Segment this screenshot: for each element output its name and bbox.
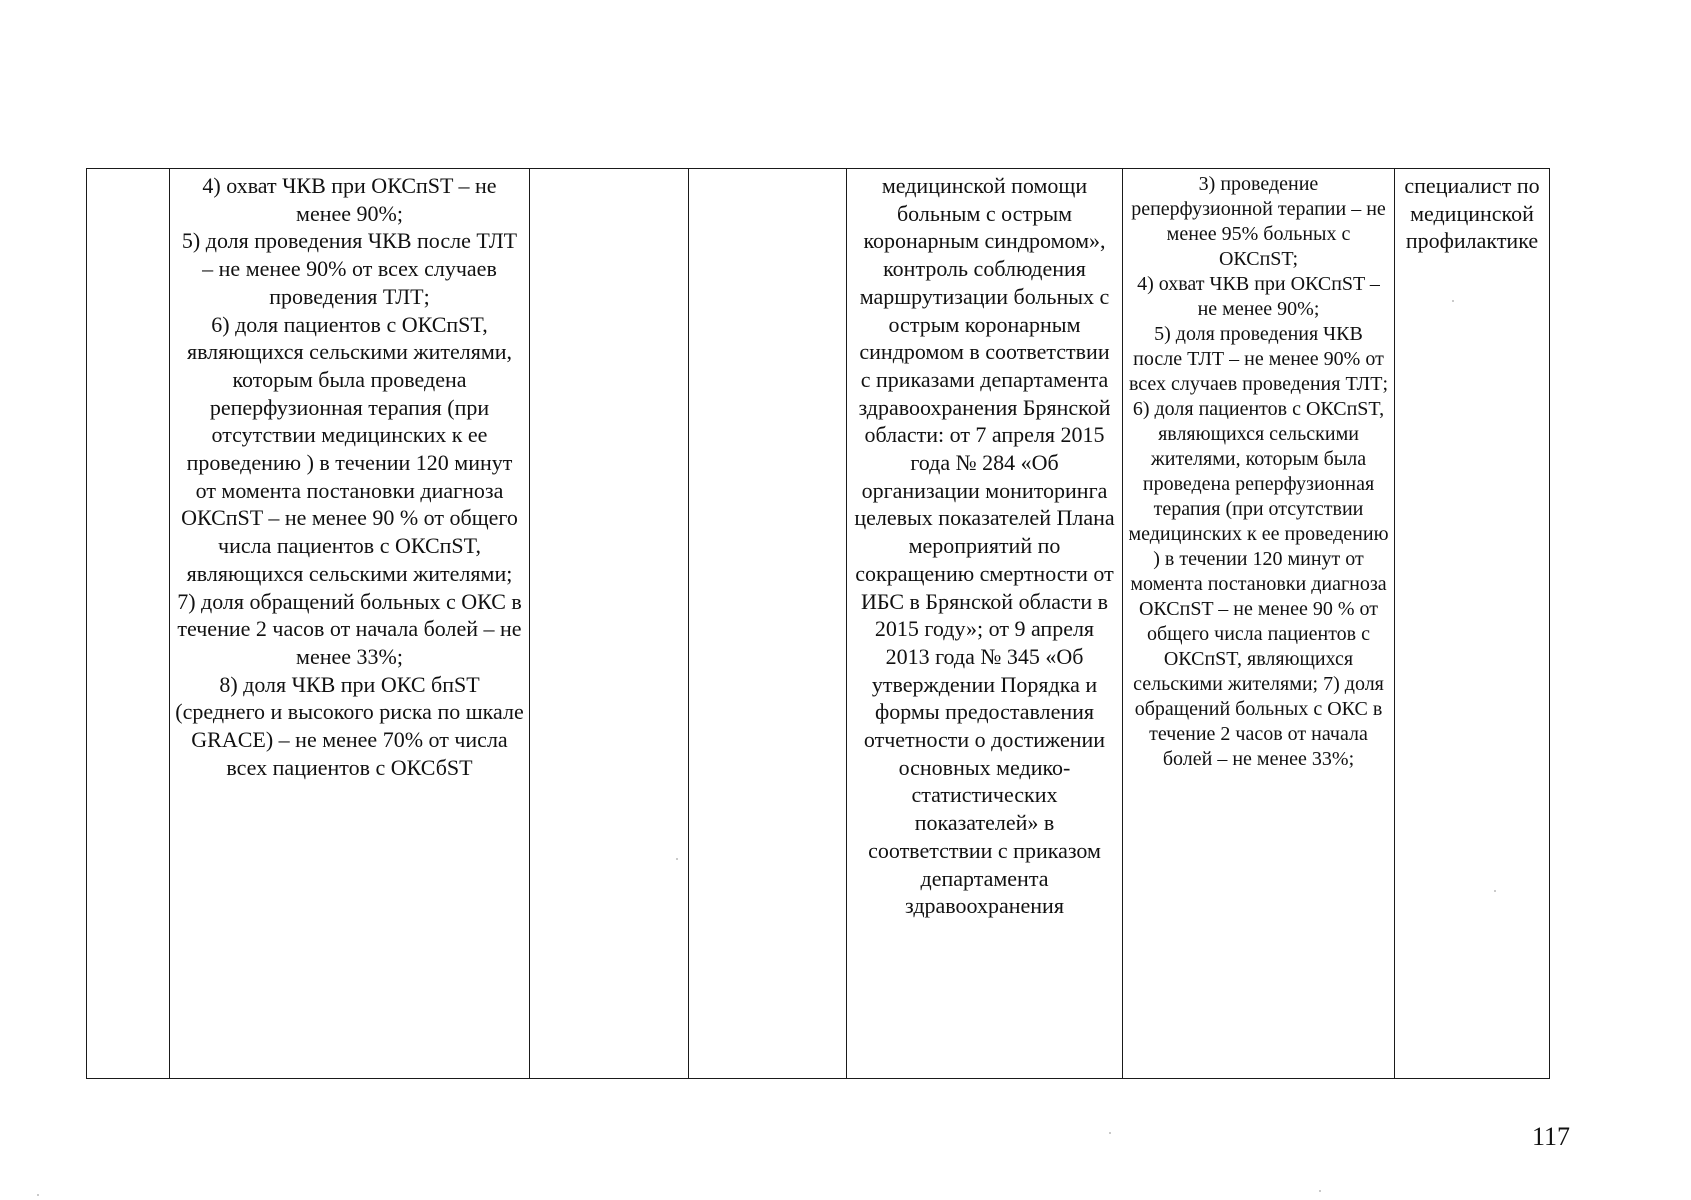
scan-speck (676, 858, 678, 860)
cell-responsible: специалист по медицинской профилактике (1395, 169, 1550, 1079)
cell-expected-results: 3) проведение реперфузионной терапии – не менее 95% больных с ОКСпST; 4) охват ЧКВ при ОКСпST – не менее 90%; 5) доля проведения ЧКВ после ТЛТ – не менее 90% от всех случаев проведения ТЛТ; 6) доля пациентов с ОКСпST, являющихся сельскими жителями, которым была проведена реперфузионная терапия (при отсутствии медицинских к ее проведению ) в течении 120 минут от момента постановки диагноза ОКСпST – не менее 90 % от общего числа пациентов с ОКСпST, являющихся сельскими жителями; 7) доля обращений больных с ОКС в течение 2 часов от начала болей – не менее 33%; (1123, 169, 1395, 1079)
cell-col3 (530, 169, 689, 1079)
document-table (86, 168, 1550, 1079)
table-row (87, 169, 1550, 1079)
page-number: 117 (1531, 1122, 1570, 1151)
cell-target-indicators: 4) охват ЧКВ при ОКСпST – не менее 90%; 5) доля проведения ЧКВ после ТЛТ – не менее 90% от всех случаев проведения ТЛТ; 6) доля пациентов с ОКСпST, являющихся сельскими жителями, которым была проведена реперфузионная терапия (при отсутствии медицинских к ее проведению ) в течении 120 минут от момента постановки диагноза ОКСпST – не менее 90 % от общего числа пациентов с ОКСпST, являющихся сельскими жителями; 7) доля обращений больных с ОКС в течение 2 часов от начала болей – не менее 33%; 8) доля ЧКВ при ОКС бпST (среднего и высокого риска по шкале GRACE) – не менее 70% от числа всех пациентов с ОКСбST (170, 169, 530, 1079)
scan-speck (1494, 890, 1496, 892)
scan-speck (37, 1194, 39, 1196)
scan-speck (1109, 1132, 1111, 1134)
cell-col1 (87, 169, 170, 1079)
cell-measures-description: медицинской помощи больным с острым коронарным синдромом», контроль соблюдения маршрутизации больных с острым коронарным синдромом в соответствии с приказами департамента здравоохранения Брянской области: от 7 апреля 2015 года № 284 «Об организации мониторинга целевых показателей Плана мероприятий по сокращению смертности от ИБС в Брянской области в 2015 году»; от 9 апреля 2013 года № 345 «Об утверждении Порядка и формы предоставления отчетности о достижении основных медико-статистических показателей» в соответствии с приказом департамента здравоохранения (847, 169, 1123, 1079)
cell-col4 (689, 169, 847, 1079)
scan-speck (1452, 300, 1454, 302)
scan-speck (1319, 1190, 1321, 1192)
